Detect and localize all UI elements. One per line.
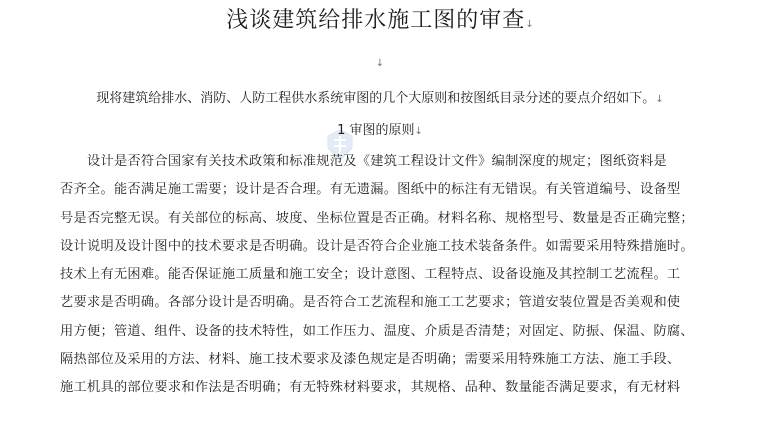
paragraph-mark-icon: ↓	[525, 19, 534, 30]
body-line: 艺要求是否明确。各部分设计是否明确。是否符合工艺流程和施工工艺要求；管道安装位置是否美观和使	[60, 295, 681, 311]
body-line: 隔热部位及采用的方法、材料、施工技术要求及漆色规定是否明确；需要采用特殊施工方法、施工手段、	[60, 352, 681, 368]
body-paragraph	[60, 148, 724, 403]
body-line: 设计说明及设计图中的技术要求是否明确。设计是否符合企业施工技术装备条件。如需要采用特殊措施时。	[60, 238, 694, 254]
document-title	[0, 6, 760, 40]
body-line: 号是否完整无误。有关部位的标高、坡度、坐标位置是否正确。材料名称、规格型号、数量是否正确完整；	[60, 210, 694, 226]
paragraph-mark-icon: ↓	[375, 58, 385, 69]
intro-text: 现将建筑给排水、消防、人防工程供水系统审图的几个大原则和按图纸目录分述的要点介绍如下。	[96, 91, 656, 106]
body-line: 设计是否符合国家有关技术政策和标准规范及《建筑工程设计文件》编制深度的规定；图纸资料是	[87, 154, 667, 169]
intro-paragraph	[0, 89, 760, 110]
body-line: 用方便；管道、组件、设备的技术特性，如工作压力、温度、介质是否清楚；对固定、防振、保温、防腐、	[60, 323, 694, 339]
section-heading-text: 1 审图的原则	[337, 123, 415, 138]
paragraph-mark-icon: ↓	[414, 126, 423, 137]
paragraph-mark-icon: ↓	[655, 94, 664, 105]
body-line: 施工机具的部位要求和作法是否明确；有无特殊材料要求，其规格、品种、数量能否满足要求，有无材料	[60, 380, 681, 396]
empty-paragraph	[0, 56, 760, 72]
body-line: 技术上有无困难。能否保证施工质量和施工安全；设计意图、工程特点、设备设施及其控制工艺流程。工	[60, 267, 681, 283]
title-text: 浅谈建筑给排水施工图的审查	[226, 8, 526, 33]
section-heading	[0, 121, 760, 142]
body-line: 否齐全。能否满足施工需要；设计是否合理。有无遗漏。图纸中的标注有无错误。有关管道编号、设备型	[60, 182, 681, 198]
